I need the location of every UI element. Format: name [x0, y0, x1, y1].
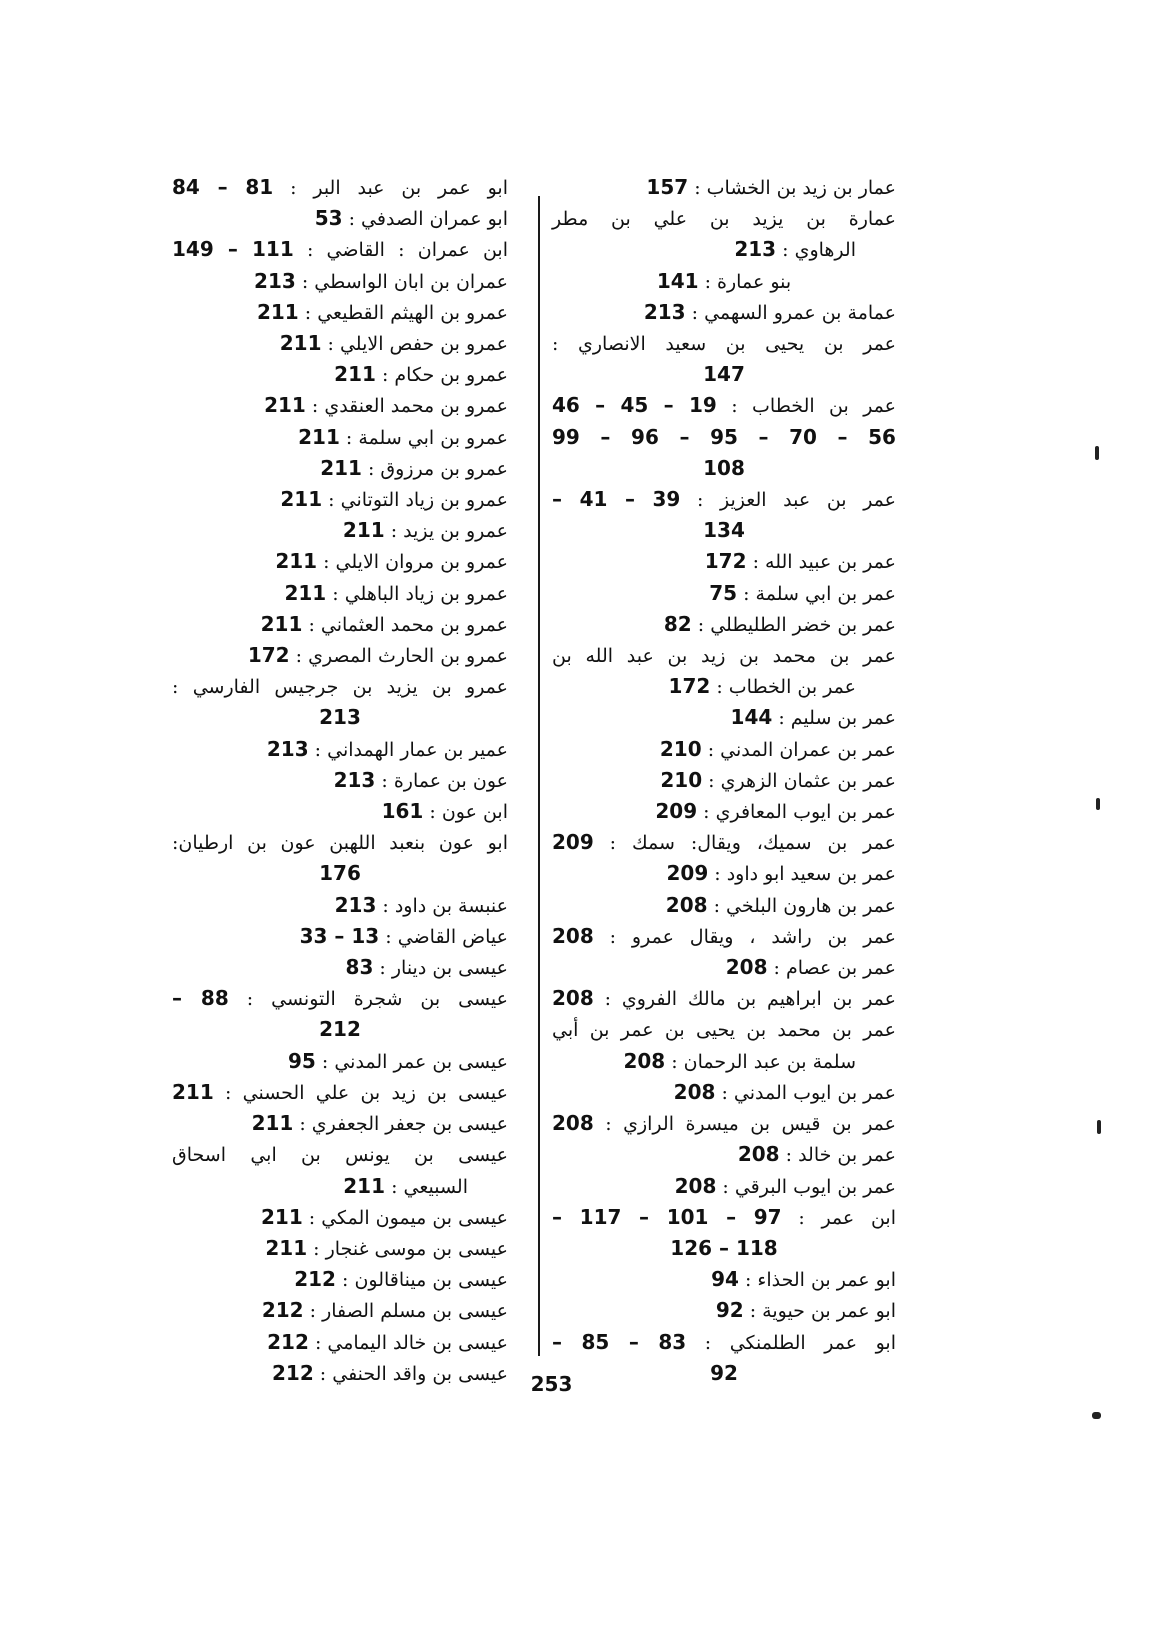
entry-name: عمرو بن محمد العنقدي :: [311, 395, 508, 418]
entry-page-refs: 172: [247, 643, 290, 668]
scan-speck: [1097, 1120, 1101, 1134]
index-entry: [172, 578, 508, 609]
entry-name: عمر بن محمد بن يحيى بن عمر بن أبي: [552, 1019, 896, 1042]
entry-name: عمر بن سميك، ويقال: سمك :: [609, 832, 896, 855]
entry-page-refs: 211: [342, 518, 385, 543]
entry-page-refs: 213: [334, 892, 377, 917]
entry-name: عياض القاضي :: [385, 925, 508, 948]
entry-name: ابو عمر بن عبد البر :: [290, 177, 508, 199]
entry-name: عمر بن سليم :: [778, 707, 896, 730]
index-entry: [552, 1264, 896, 1295]
entry-page-refs: 208: [552, 923, 594, 948]
entry-name: عمر بن راشد ، ويقال عمرو :: [609, 925, 896, 948]
entry-name: عنبسة بن داود :: [382, 894, 508, 917]
index-entry: [552, 827, 896, 858]
entry-page-refs: 94: [711, 1267, 739, 1292]
entry-name: بنو عمارة :: [704, 270, 792, 293]
entry-name: عمر بن هارون البلخي :: [713, 894, 896, 917]
index-entry: [552, 702, 896, 733]
entry-name: الرهاوي :: [782, 239, 856, 262]
index-entry: [552, 172, 896, 203]
entry-page-refs: 211: [172, 1079, 214, 1104]
entry-name: عمر بن عبيد الله :: [752, 551, 896, 574]
index-entry: [552, 266, 896, 297]
index-entry: [552, 890, 896, 921]
scan-speck: [1096, 798, 1100, 810]
entry-page-refs: 81 – 84: [172, 175, 274, 199]
index-entry: [172, 1108, 508, 1139]
entry-page-refs: 19 – 45 – 46: [552, 393, 717, 418]
entry-page-refs: 213: [266, 736, 309, 761]
entry-name: عمارة بن يزيد بن علي بن مطر: [552, 208, 896, 231]
index-column-right: [552, 172, 896, 1389]
index-entry: [172, 546, 508, 577]
entry-page-refs: 82: [663, 611, 692, 636]
entry-name: عمر بن ايوب المدني :: [721, 1081, 896, 1104]
index-entry: [552, 1014, 896, 1045]
entry-page-refs: 208: [725, 955, 768, 980]
entry-name: ابن عمر :: [798, 1206, 897, 1229]
entry-page-refs: 208: [737, 1142, 780, 1167]
entry-page-refs: 92: [715, 1298, 744, 1323]
index-entry: [552, 609, 896, 640]
index-entry: [172, 422, 508, 453]
index-entry: [552, 546, 896, 577]
index-entry: [172, 1202, 508, 1233]
entry-name: عمر بن محمد بن زيد بن عبد الله بن: [552, 645, 896, 668]
index-entry: [172, 1139, 508, 1170]
entry-name: عمرو بن يزيد بن جرجيس الفارسي :: [172, 676, 508, 699]
index-entry: [552, 422, 896, 453]
entry-name: ابو عمر بن حيوية :: [749, 1300, 896, 1323]
index-entry: [172, 921, 508, 952]
entry-name: عمر بن يحيى بن سعيد الانصاري :: [552, 333, 896, 356]
entry-page-refs: 88 –: [172, 986, 229, 1011]
entry-page-refs: 211: [265, 1235, 308, 1260]
index-entry: [552, 1202, 896, 1233]
index-entry: [172, 172, 508, 203]
entry-page-refs: 213: [333, 767, 376, 792]
entry-page-refs: 209: [552, 830, 594, 855]
entry-page-refs: 212: [261, 1298, 304, 1323]
entry-page-refs: 208: [673, 1079, 716, 1104]
index-entry: [172, 640, 508, 671]
entry-name: عمير بن عمار الهمداني :: [314, 738, 508, 761]
index-entry: [552, 359, 896, 390]
index-entry: [172, 671, 508, 702]
entry-name: عيسى بن شجرة التونسي :: [246, 988, 508, 1011]
entry-name: عمر بن عصام :: [773, 957, 896, 980]
entry-page-refs: 211: [260, 1204, 303, 1229]
scan-speck: [1095, 446, 1099, 460]
entry-page-refs: 56 – 70 – 95 – 96 – 99: [552, 424, 896, 449]
entry-name: عيسى بن مسلم الصفار :: [309, 1300, 508, 1323]
entry-page-refs: 211: [343, 1173, 386, 1198]
index-entry: [172, 266, 508, 297]
entry-page-refs: 210: [659, 736, 702, 761]
index-entry: [552, 734, 896, 765]
entry-name: عمرو بن حفص الايلي :: [327, 333, 508, 356]
index-entry: [172, 734, 508, 765]
entry-page-refs: 39 – 41 –: [552, 487, 681, 512]
entry-name: عمر بن ايوب المعافري :: [703, 801, 896, 824]
entry-page-refs: 213: [734, 237, 777, 262]
entry-name: عمر بن قيس بن ميسرة الرازي :: [605, 1113, 896, 1136]
entry-page-refs: 208: [665, 892, 708, 917]
entry-name: عمر بن عمران المدني :: [707, 738, 896, 761]
entry-name: عمرو بن يزيد :: [390, 520, 508, 543]
entry-page-refs: 208: [552, 1111, 594, 1136]
index-entry: [552, 1108, 896, 1139]
scan-speck: [1092, 1412, 1101, 1419]
index-entry: [552, 1171, 896, 1202]
entry-page-refs: 92: [710, 1360, 738, 1385]
index-entry: [172, 1233, 508, 1264]
entry-page-refs: 83: [345, 955, 374, 980]
entry-page-refs: 210: [660, 767, 703, 792]
index-entry: [552, 578, 896, 609]
index-entry: [552, 1327, 896, 1358]
index-entry: [172, 827, 508, 858]
index-entry: [172, 1295, 508, 1326]
entry-name: عيسى بن خالد اليمامي :: [314, 1331, 508, 1354]
index-entry: [552, 328, 896, 359]
index-entry: [172, 702, 508, 733]
entry-page-refs: 141: [656, 268, 699, 293]
index-entry: [172, 1327, 508, 1358]
entry-name: عمرو بن مرزوق :: [367, 457, 508, 480]
entry-page-refs: 208: [674, 1173, 717, 1198]
entry-name: عمرو بن حكام :: [381, 364, 508, 387]
entry-name: ابو عمر الطلمنكي :: [704, 1331, 896, 1354]
index-entry: [552, 921, 896, 952]
index-entry: [552, 765, 896, 796]
index-entry: [552, 796, 896, 827]
entry-name: عمر بن عبد العزيز :: [697, 489, 896, 512]
index-entry: [552, 858, 896, 889]
entry-name: ابن عمران : القاضي :: [306, 239, 509, 262]
entry-page-refs: 212: [267, 1329, 309, 1354]
entry-page-refs: 172: [668, 674, 711, 699]
index-entry: [172, 234, 508, 265]
index-entry: [172, 952, 508, 983]
entry-name: ابو عمران الصدفي :: [348, 208, 508, 231]
entry-name: عمران بن ابان الواسطي :: [301, 270, 508, 293]
entry-name: عيسى بن زيد بن علي الحسني :: [225, 1081, 508, 1104]
entry-name: عون بن عمارة :: [381, 769, 508, 792]
entry-page-refs: 211: [320, 455, 362, 480]
entry-page-refs: 211: [256, 299, 299, 324]
index-entry: [172, 796, 508, 827]
index-entry: [552, 453, 896, 484]
entry-name: ابو عمر بن الحذاء :: [744, 1269, 896, 1292]
index-entry: [552, 1077, 896, 1108]
index-entry: [172, 297, 508, 328]
entry-name: عيسى بن موسى غنجار :: [313, 1237, 508, 1260]
entry-page-refs: 212: [294, 1267, 336, 1292]
entry-name: عمرو بن زياد التوتاني :: [328, 489, 508, 512]
index-entry: [552, 390, 896, 421]
entry-page-refs: 211: [279, 331, 322, 356]
entry-name: عيسى بن ميمون المكي :: [308, 1206, 508, 1229]
entry-page-refs: 147: [703, 362, 745, 387]
entry-page-refs: 118 – 126: [670, 1235, 778, 1260]
index-entry: [172, 1077, 508, 1108]
entry-name: عمر بن سعيد ابو داود :: [714, 863, 896, 886]
entry-name: عمر بن ايوب البرقي :: [722, 1175, 896, 1198]
index-entry: [552, 484, 896, 515]
index-entry: [172, 890, 508, 921]
index-entry: [172, 609, 508, 640]
entry-page-refs: 209: [666, 861, 709, 886]
entry-page-refs: 211: [251, 1111, 294, 1136]
entry-name: عمر بن الخطاب :: [716, 676, 856, 699]
entry-name: ابن عون :: [429, 801, 508, 824]
entry-page-refs: 209: [655, 799, 698, 824]
index-entry: [552, 203, 896, 234]
entry-page-refs: 213: [319, 705, 361, 730]
entry-name: عمامة بن عمرو السهمي :: [691, 301, 896, 324]
entry-page-refs: 211: [298, 424, 340, 449]
index-entry: [172, 359, 508, 390]
entry-name: السبيعي :: [391, 1175, 468, 1198]
entry-name: عمرو بن ابي سلمة :: [345, 426, 508, 449]
entry-page-refs: 161: [381, 799, 424, 824]
entry-name: عمرو بن الهيثم القطيعي :: [304, 301, 508, 324]
index-entry: [552, 640, 896, 671]
entry-page-refs: 212: [272, 1360, 314, 1385]
index-entry: [172, 983, 508, 1014]
index-entry: [172, 515, 508, 546]
entry-page-refs: 13 – 33: [299, 923, 380, 948]
index-entry: [172, 203, 508, 234]
column-divider: [538, 196, 540, 1356]
index-entry: [552, 983, 896, 1014]
index-entry: [172, 1171, 508, 1202]
index-entry: [172, 1014, 508, 1045]
entry-name: عمرو بن الحارث المصري :: [295, 645, 508, 668]
entry-page-refs: 172: [704, 549, 747, 574]
entry-page-refs: 108: [703, 455, 745, 480]
entry-page-refs: 213: [254, 268, 296, 293]
entry-page-refs: 211: [284, 580, 327, 605]
index-entry: [172, 858, 508, 889]
entry-name: عمر بن عثمان الزهري :: [708, 769, 896, 792]
entry-page-refs: 95: [287, 1048, 316, 1073]
entry-page-refs: 211: [334, 362, 376, 387]
index-entry: [552, 515, 896, 546]
entry-page-refs: 157: [646, 175, 689, 199]
index-entry: [172, 484, 508, 515]
index-entry: [172, 390, 508, 421]
entry-name: عمر بن ابي سلمة :: [743, 582, 896, 605]
entry-name: عمر بن خضر الطليطلي :: [697, 613, 896, 636]
entry-name: عمر بن الخطاب :: [731, 395, 896, 418]
entry-page-refs: 211: [260, 611, 303, 636]
entry-page-refs: 213: [643, 299, 686, 324]
index-entry: [552, 234, 896, 265]
entry-name: عيسى بن ميناقالون :: [342, 1269, 508, 1292]
page-number: 253: [530, 1372, 573, 1396]
entry-name: ابو عون بنعبد اللهبن عون بن ارطيان:: [172, 832, 508, 855]
entry-name: عمرو بن زياد الباهلي :: [332, 582, 508, 605]
entry-name: عمر بن خالد :: [785, 1144, 896, 1167]
entry-name: عيسى بن جعفر الجعفري :: [299, 1113, 508, 1136]
index-column-left: [172, 172, 508, 1389]
index-entry: [172, 1046, 508, 1077]
index-entry: [552, 1233, 896, 1264]
entry-page-refs: 212: [319, 1017, 361, 1042]
entry-page-refs: 208: [552, 986, 594, 1011]
index-entry: [172, 453, 508, 484]
index-entry: [552, 1139, 896, 1170]
entry-name: عمرو بن محمد العثماني :: [308, 613, 508, 636]
entry-page-refs: 97 – 101 – 117 –: [552, 1204, 782, 1229]
index-entry: [552, 1295, 896, 1326]
entry-page-refs: 83 – 85 –: [552, 1329, 687, 1354]
index-entry: [552, 1046, 896, 1077]
entry-name: عمار بن زيد بن الخشاب :: [694, 177, 896, 199]
index-entry: [552, 952, 896, 983]
entry-name: سلمة بن عبد الرحمان :: [671, 1050, 856, 1073]
entry-page-refs: 211: [275, 549, 318, 574]
entry-page-refs: 211: [264, 393, 306, 418]
entry-name: عيسى بن واقد الحنفي :: [319, 1362, 508, 1385]
index-entry: [172, 1264, 508, 1295]
entry-page-refs: 75: [709, 580, 738, 605]
entry-page-refs: 134: [703, 518, 745, 543]
index-entry: [552, 297, 896, 328]
index-entry: [172, 765, 508, 796]
entry-name: عيسى بن دينار :: [379, 957, 508, 980]
index-entry: [172, 328, 508, 359]
entry-name: عمر بن ابراهيم بن مالك الفروي :: [604, 988, 896, 1011]
entry-page-refs: 111 – 149: [172, 237, 294, 262]
entry-page-refs: 208: [623, 1048, 666, 1073]
entry-page-refs: 144: [730, 705, 773, 730]
entry-name: عيسى بن عمر المدني :: [321, 1050, 508, 1073]
entry-page-refs: 53: [314, 206, 343, 231]
entry-name: عمرو بن مروان الايلي :: [323, 551, 508, 574]
entry-page-refs: 211: [280, 487, 323, 512]
entry-name: عيسى بن يونس بن ابي اسحاق: [172, 1144, 508, 1167]
entry-page-refs: 176: [319, 861, 361, 886]
index-entry: [552, 671, 896, 702]
